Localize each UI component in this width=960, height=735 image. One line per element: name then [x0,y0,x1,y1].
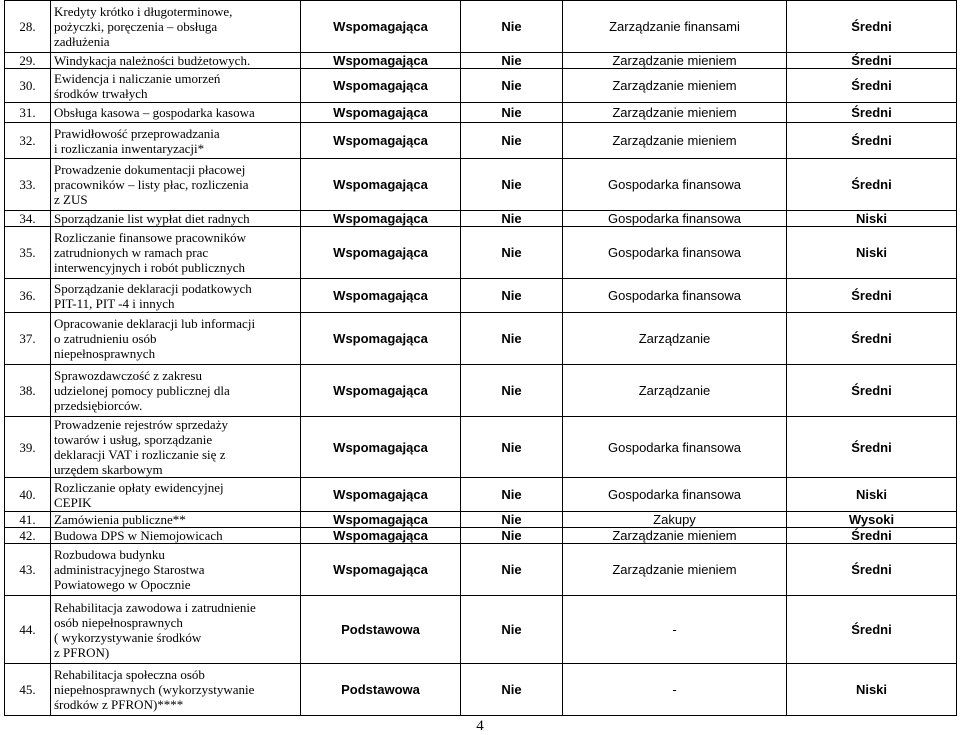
row-number: 38. [5,365,51,417]
process-area: Gospodarka finansowa [563,417,787,478]
row-number: 40. [5,478,51,512]
process-name: Rehabilitacja społeczna osób niepełnosprawnych (wykorzystywanie środków z PFRON)**** [51,664,301,716]
process-name: Prawidłowość przeprowadzania i rozliczania inwentaryzacji* [51,123,301,159]
table-row [5,159,957,211]
process-area: Zarządzanie [563,313,787,365]
process-name: Rehabilitacja zawodowa i zatrudnienie osób niepełnosprawnych ( wykorzystywanie środków z PFRON) [51,596,301,664]
table-row [5,211,957,227]
priority-level: Średni [787,279,957,313]
row-number: 41. [5,512,51,528]
process-name: Opracowanie deklaracji lub informacji o zatrudnieniu osób niepełnosprawnych [51,313,301,365]
row-number: 44. [5,596,51,664]
priority-level: Średni [787,365,957,417]
process-area: Zarządzanie mieniem [563,53,787,69]
priority-level: Średni [787,544,957,596]
priority-level: Średni [787,417,957,478]
process-type: Wspomagająca [301,103,461,123]
process-name: Rozliczanie finansowe pracowników zatrudnionych w ramach prac interwencyjnych i robót publicznych [51,227,301,279]
row-number: 30. [5,69,51,103]
priority-level: Średni [787,53,957,69]
process-name: Prowadzenie dokumentacji płacowej pracowników – listy płac, rozliczenia z ZUS [51,159,301,211]
priority-level: Niski [787,211,957,227]
row-number: 45. [5,664,51,716]
process-type: Wspomagająca [301,512,461,528]
row-number: 43. [5,544,51,596]
outsourced-flag: Nie [461,123,563,159]
process-area: Zarządzanie mieniem [563,69,787,103]
page-number: 4 [476,718,484,734]
process-area: Gospodarka finansowa [563,211,787,227]
table-row [5,69,957,103]
process-area: Zarządzanie [563,365,787,417]
row-number: 31. [5,103,51,123]
process-table [4,0,957,716]
row-number: 28. [5,1,51,53]
process-name: Rozliczanie opłaty ewidencyjnej CEPIK [51,478,301,512]
outsourced-flag: Nie [461,211,563,227]
table-row [5,103,957,123]
process-type: Wspomagająca [301,123,461,159]
process-type: Wspomagająca [301,528,461,544]
process-name: Windykacja należności budżetowych. [51,53,301,69]
process-type: Wspomagająca [301,1,461,53]
process-area: Zarządzanie mieniem [563,123,787,159]
process-area: - [563,664,787,716]
outsourced-flag: Nie [461,227,563,279]
outsourced-flag: Nie [461,365,563,417]
table-row [5,544,957,596]
process-table-body [5,1,957,716]
priority-level: Niski [787,478,957,512]
table-row [5,528,957,544]
table-row [5,417,957,478]
table-row [5,596,957,664]
process-name: Rozbudowa budynku administracyjnego Starostwa Powiatowego w Opocznie [51,544,301,596]
table-row [5,313,957,365]
priority-level: Wysoki [787,512,957,528]
outsourced-flag: Nie [461,103,563,123]
process-area: Gospodarka finansowa [563,478,787,512]
row-number: 37. [5,313,51,365]
outsourced-flag: Nie [461,69,563,103]
table-row [5,53,957,69]
outsourced-flag: Nie [461,596,563,664]
priority-level: Średni [787,1,957,53]
process-name: Prowadzenie rejestrów sprzedaży towarów i usług, sporządzanie deklaracji VAT i rozliczanie się z urzędem skarbowym [51,417,301,478]
row-number: 36. [5,279,51,313]
process-type: Podstawowa [301,664,461,716]
priority-level: Średni [787,69,957,103]
process-type: Wspomagająca [301,227,461,279]
outsourced-flag: Nie [461,1,563,53]
outsourced-flag: Nie [461,159,563,211]
process-type: Wspomagająca [301,544,461,596]
row-number: 35. [5,227,51,279]
process-name: Sporządzanie list wypłat diet radnych [51,211,301,227]
outsourced-flag: Nie [461,417,563,478]
process-area: Zarządzanie mieniem [563,103,787,123]
row-number: 32. [5,123,51,159]
table-row [5,478,957,512]
row-number: 29. [5,53,51,69]
process-type: Wspomagająca [301,211,461,227]
table-row [5,123,957,159]
outsourced-flag: Nie [461,279,563,313]
process-type: Wspomagająca [301,69,461,103]
process-area: Gospodarka finansowa [563,159,787,211]
outsourced-flag: Nie [461,544,563,596]
process-type: Wspomagająca [301,365,461,417]
priority-level: Średni [787,123,957,159]
outsourced-flag: Nie [461,512,563,528]
table-row [5,1,957,53]
process-type: Wspomagająca [301,279,461,313]
process-name: Ewidencja i naliczanie umorzeń środków trwałych [51,69,301,103]
outsourced-flag: Nie [461,528,563,544]
process-type: Wspomagająca [301,159,461,211]
row-number: 33. [5,159,51,211]
priority-level: Średni [787,313,957,365]
row-number: 42. [5,528,51,544]
process-area: Zakupy [563,512,787,528]
process-type: Podstawowa [301,596,461,664]
process-type: Wspomagająca [301,53,461,69]
process-area: Gospodarka finansowa [563,227,787,279]
table-row [5,227,957,279]
process-area: Zarządzanie mieniem [563,544,787,596]
row-number: 34. [5,211,51,227]
priority-level: Średni [787,103,957,123]
process-type: Wspomagająca [301,478,461,512]
process-name: Obsługa kasowa – gospodarka kasowa [51,103,301,123]
table-row [5,512,957,528]
priority-level: Niski [787,664,957,716]
outsourced-flag: Nie [461,313,563,365]
process-name: Budowa DPS w Niemojowicach [51,528,301,544]
process-name: Zamówienia publiczne** [51,512,301,528]
process-area: - [563,596,787,664]
process-type: Wspomagająca [301,417,461,478]
priority-level: Średni [787,159,957,211]
process-type: Wspomagająca [301,313,461,365]
priority-level: Średni [787,528,957,544]
process-name: Sprawozdawczość z zakresu udzielonej pomocy publicznej dla przedsiębiorców. [51,365,301,417]
process-area: Gospodarka finansowa [563,279,787,313]
outsourced-flag: Nie [461,53,563,69]
table-row [5,664,957,716]
outsourced-flag: Nie [461,478,563,512]
table-row [5,365,957,417]
process-area: Zarządzanie finansami [563,1,787,53]
table-row [5,279,957,313]
process-name: Kredyty krótko i długoterminowe, pożyczki, poręczenia – obsługa zadłużenia [51,1,301,53]
outsourced-flag: Nie [461,664,563,716]
process-area: Zarządzanie mieniem [563,528,787,544]
process-name: Sporządzanie deklaracji podatkowych PIT-11, PIT -4 i innych [51,279,301,313]
priority-level: Średni [787,596,957,664]
priority-level: Niski [787,227,957,279]
row-number: 39. [5,417,51,478]
